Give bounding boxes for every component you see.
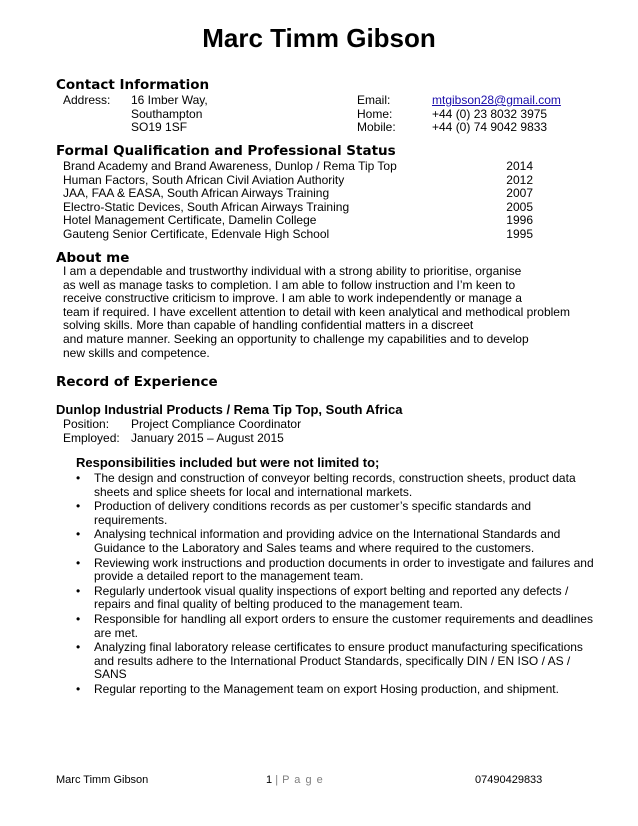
qualification-name: Brand Academy and Brand Awareness, Dunlop / Rema Tip Top	[63, 159, 397, 173]
qualification-row	[63, 228, 533, 242]
qualification-row	[63, 160, 533, 174]
responsibilities-list	[76, 472, 596, 698]
about-line: team if required. I have excellent attention to detail with keen analytical and methodical problem	[63, 304, 570, 319]
about-line: solving skills. More than capable of handling confidential matters in a discreet	[63, 318, 474, 333]
qualification-year: 2012	[506, 172, 533, 187]
page-label: P a g e	[282, 774, 324, 786]
address-label: Address:	[63, 93, 111, 107]
list-item	[76, 472, 596, 499]
address-line-2: Southampton	[131, 106, 203, 121]
about-line: as well as manage tasks to completion. I am able to follow instruction and I’m keen to	[63, 277, 516, 292]
qualification-name: JAA, FAA & EASA, South African Airways Training	[63, 186, 330, 201]
page-number: 1	[266, 774, 273, 786]
mobile-phone: +44 (0) 74 9042 9833	[432, 120, 548, 135]
list-item-line: The design and construction of conveyor belting records, construction sheets, product data	[94, 471, 576, 485]
list-item-line: provide a detailed report to the management team.	[94, 569, 364, 584]
about-line: receive constructive criticism to improve. I am able to work independently or manage a	[63, 291, 522, 306]
bullet-icon: •	[76, 583, 81, 598]
list-item	[76, 585, 596, 612]
resume-title: Marc Timm Gibson	[202, 23, 436, 53]
employed-value: January 2015 – August 2015	[131, 430, 284, 445]
bullet-icon: •	[76, 471, 81, 485]
responsibilities-heading: Responsibilities included but were not limited to;	[76, 455, 380, 470]
job-title: Dunlop Industrial Products / Rema Tip Top, South Africa	[56, 402, 403, 417]
about-line: I am a dependable and trustworthy individual with a strong ability to prioritise, organise	[63, 264, 522, 278]
list-item-line: Regular reporting to the Management team on export Hosing production, and shipment.	[94, 681, 559, 696]
list-item-line: Guidance to the Laboratory and Sales teams and where required to the customers.	[94, 540, 535, 555]
qualification-name: Gauteng Senior Certificate, Edenvale High School	[63, 227, 330, 241]
list-item-line: are met.	[94, 625, 139, 640]
mobile-label: Mobile:	[357, 120, 396, 135]
email-link[interactable]: mtgibson28@gmail.com	[432, 93, 561, 107]
list-item-line: sheets and splice sheets for local and international markets.	[94, 484, 413, 499]
address-line-3: SO19 1SF	[131, 120, 188, 135]
footer-name: Marc Timm Gibson	[56, 774, 149, 786]
list-item	[76, 683, 596, 697]
list-item-line: Analyzing final laboratory release certificates to ensure product manufacturing specifications	[94, 640, 583, 655]
qualifications-heading: Formal Qualification and Professional Status	[56, 143, 396, 159]
list-item	[76, 641, 596, 682]
home-phone: +44 (0) 23 8032 3975	[432, 106, 548, 121]
about-paragraph	[63, 264, 570, 360]
qualification-name: Electro-Static Devices, South African Airways Training	[63, 199, 350, 214]
experience-heading: Record of Experience	[56, 374, 218, 390]
list-item-line: Regularly undertook visual quality inspections of export belting and reported any defects /	[94, 583, 569, 598]
bullet-icon: •	[76, 681, 81, 696]
qualification-year: 1996	[506, 213, 533, 228]
about-line: and mature manner. Seeking an opportunity to challenge my capabilities and to develop	[63, 331, 529, 346]
email-label: Email:	[357, 93, 391, 107]
list-item-line: SANS	[94, 667, 127, 682]
footer-page	[266, 774, 324, 787]
about-line: new skills and competence.	[63, 345, 210, 360]
qualification-year: 2005	[506, 199, 533, 214]
qualification-year: 2014	[506, 159, 533, 173]
qualification-name: Hotel Management Certificate, Damelin College	[63, 213, 317, 228]
qualification-year: 2007	[506, 186, 533, 201]
about-heading: About me	[56, 250, 130, 266]
list-item-line: Reviewing work instructions and production documents in order to investigate and failures and	[94, 555, 594, 570]
list-item	[76, 528, 596, 555]
list-item-line: Production of delivery conditions records as per customer’s specific standards and	[94, 499, 532, 514]
address-line-1: 16 Imber Way,	[131, 93, 208, 107]
employed-label: Employed:	[63, 430, 120, 445]
footer-phone: 07490429833	[475, 774, 543, 786]
list-item	[76, 613, 596, 640]
position-value: Project Compliance Coordinator	[131, 417, 302, 431]
list-item	[76, 500, 596, 527]
list-item-line: and results adhere to the International Product Standards, specifically DIN / EN ISO / AS /	[94, 653, 571, 668]
bullet-icon: •	[76, 555, 81, 570]
qualification-name: Human Factors, South African Civil Aviation Authority	[63, 172, 345, 187]
position-label: Position:	[63, 417, 110, 431]
list-item-line: Responsible for handling all export orders to ensure the customer requirements and deadlines	[94, 611, 593, 626]
bullet-icon: •	[76, 499, 81, 514]
qualification-year: 1995	[506, 227, 533, 241]
bullet-icon: •	[76, 640, 81, 655]
list-item-line: repairs and final quality of belting produced to the management team.	[94, 597, 463, 612]
home-label: Home:	[357, 106, 393, 121]
page-separator: |	[275, 774, 280, 786]
contact-heading: Contact Information	[56, 77, 210, 93]
list-item-line: requirements.	[94, 512, 168, 527]
bullet-icon: •	[76, 527, 81, 542]
bullet-icon: •	[76, 611, 81, 626]
list-item	[76, 557, 596, 584]
list-item-line: Analysing technical information and providing advice on the International Standards and	[94, 527, 561, 542]
